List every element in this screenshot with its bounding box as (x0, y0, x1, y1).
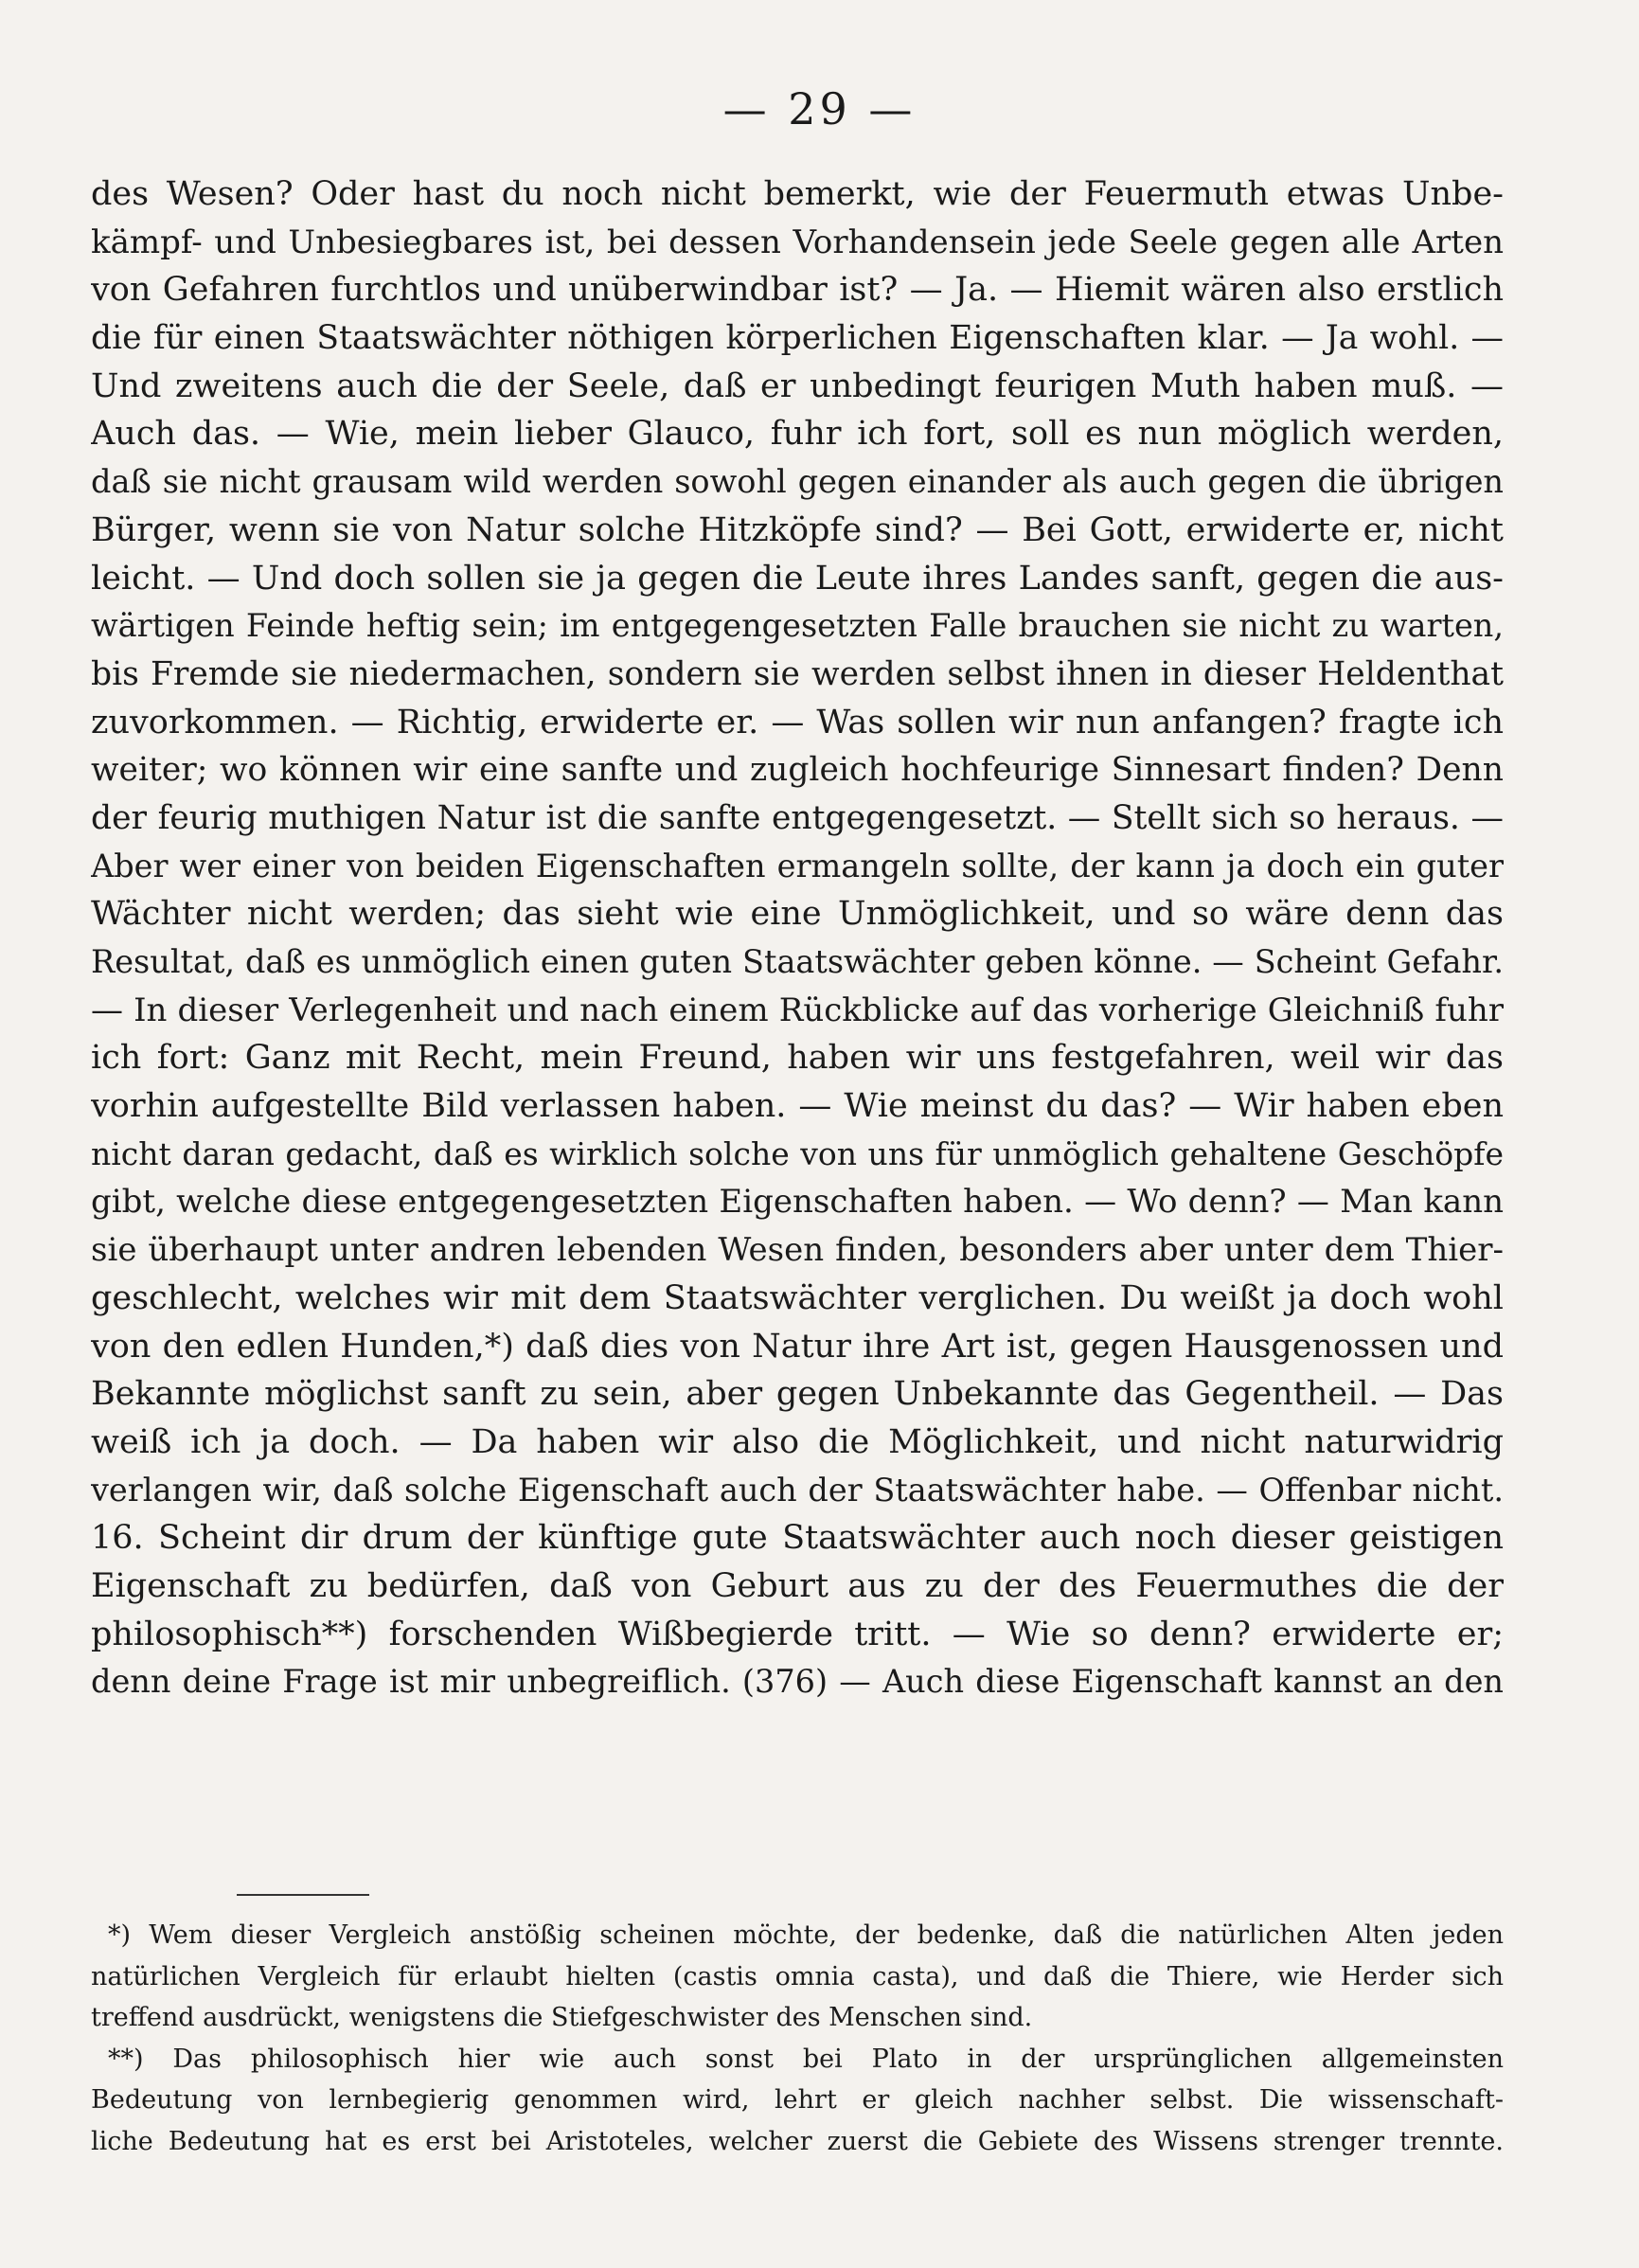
text-line: bis Fremde sie niedermachen, sondern sie werden selbst ihnen in dieser Heldenthat (91, 654, 1504, 693)
text-line: daß sie nicht grausam wild werden sowohl gegen einander als auch gegen die übrigen (91, 463, 1504, 501)
text-line: ich fort: Ganz mit Recht, mein Freund, haben wir uns festgefahren, weil wir das (91, 1039, 1504, 1078)
text-line: Auch das. — Wie, mein lieber Glauco, fuhr ich fort, soll es nun möglich werden, (91, 415, 1504, 454)
text-line: kämpf- und Unbesiegbares ist, bei dessen Vorhandensein jede Seele gegen alle Arten (91, 223, 1504, 261)
text-line: die für einen Staatswächter nöthigen körperlichen Eigenschaften klar. — Ja wohl. — (91, 319, 1504, 358)
footnote-line: Bedeutung von lernbegierig genommen wird, lehrt er gleich nachher selbst. Die wissenschaft- (91, 2085, 1504, 2116)
text-line: Und zweitens auch die der Seele, daß er unbedingt feurigen Muth haben muß. — (91, 366, 1504, 405)
text-line: vorhin aufgestellte Bild verlassen haben. — Wie meinst du das? — Wir haben eben (91, 1087, 1504, 1126)
text-line: Bürger, wenn sie von Natur solche Hitzköpfe sind? — Bei Gott, erwiderte er, nicht (91, 510, 1504, 549)
text-line: Bekannte möglichst sanft zu sein, aber gegen Unbekannte das Gegentheil. — Das (91, 1375, 1504, 1414)
text-line: sie überhaupt unter andren lebenden Wesen finden, besonders aber unter dem Thier- (91, 1231, 1504, 1270)
text-line: Wächter nicht werden; das sieht wie eine Unmöglichkeit, und so wäre denn das (91, 895, 1504, 934)
text-line: denn deine Frage ist mir unbegreiflich. (376) — Auch diese Eigenschaft kannst an den (91, 1663, 1504, 1701)
text-line: philosophisch**) forschenden Wißbegierde tritt. — Wie so denn? erwiderte er; (91, 1615, 1504, 1653)
text-line: verlangen wir, daß solche Eigenschaft auch der Staatswächter habe. — Offenbar nicht. (91, 1471, 1504, 1509)
text-line: des Wesen? Oder hast du noch nicht bemerkt, wie der Feuermuth etwas Unbe- (91, 175, 1504, 213)
footnote-line: **) Das philosophisch hier wie auch sonst bei Plato in der ursprünglichen allgemeinsten (108, 2044, 1504, 2074)
text-line: weiß ich ja doch. — Da haben wir also die Möglichkeit, und nicht naturwidrig (91, 1422, 1504, 1461)
text-line: von Gefahren furchtlos und unüberwindbar ist? — Ja. — Hiemit wären also erstlich (91, 271, 1504, 310)
text-line: von den edlen Hunden,*) daß dies von Natur ihre Art ist, gegen Hausgenossen und (91, 1327, 1504, 1366)
text-line: leicht. — Und doch sollen sie ja gegen die Leute ihres Landes sanft, gegen die aus- (91, 559, 1504, 598)
text-line: — In dieser Verlegenheit und nach einem Rückblicke auf das vorherige Gleichniß fuhr (91, 991, 1504, 1029)
footnote-rule (237, 1894, 369, 1896)
text-line: der feurig muthigen Natur ist die sanfte entgegengesetzt. — Stellt sich so heraus. — (91, 798, 1504, 837)
footnote-line: natürlichen Vergleich für erlaubt hielten (castis omnia casta), und daß die Thiere, wie Herder sich (91, 1961, 1504, 1991)
footnote-line: treffend ausdrückt, wenigstens die Stiefgeschwister des Menschen sind. (91, 2003, 1033, 2033)
text-line: Eigenschaft zu bedürfen, daß von Geburt aus zu der des Feuermuthes die der (91, 1566, 1504, 1605)
text-line: nicht daran gedacht, daß es wirklich solche von uns für unmöglich gehaltene Geschöpfe (91, 1134, 1504, 1172)
text-line: gibt, welche diese entgegengesetzten Eigenschaften haben. — Wo denn? — Man kann (91, 1183, 1504, 1222)
footnotes (91, 1915, 1504, 2163)
text-line: Resultat, daß es unmöglich einen guten Staatswächter geben könne. — Scheint Gefahr. (91, 943, 1504, 980)
page-number: — 29 — (722, 83, 917, 134)
text-line: geschlecht, welches wir mit dem Staatswächter verglichen. Du weißt ja doch wohl (91, 1278, 1504, 1317)
footnote-line: liche Bedeutung hat es erst bei Aristoteles, welcher zuerst die Gebiete des Wissens strenger trennte. (91, 2126, 1504, 2156)
text-line: weiter; wo können wir eine sanfte und zugleich hochfeurige Sinnesart finden? Denn (91, 751, 1504, 790)
footnote-line: *) Wem dieser Vergleich anstößig scheinen möchte, der bedenke, daß die natürlichen Alten jeden (108, 1920, 1504, 1950)
main-text (91, 170, 1504, 1706)
text-line: zuvorkommen. — Richtig, erwiderte er. — Was sollen wir nun anfangen? fragte ich (91, 703, 1504, 741)
text-line: 16. Scheint dir drum der künftige gute Staatswächter auch noch dieser geistigen (91, 1519, 1504, 1558)
text-line: wärtigen Feinde heftig sein; im entgegengesetzten Falle brauchen sie nicht zu warten, (91, 607, 1504, 645)
text-line: Aber wer einer von beiden Eigenschaften ermangeln sollte, der kann ja doch ein guter (91, 847, 1504, 884)
